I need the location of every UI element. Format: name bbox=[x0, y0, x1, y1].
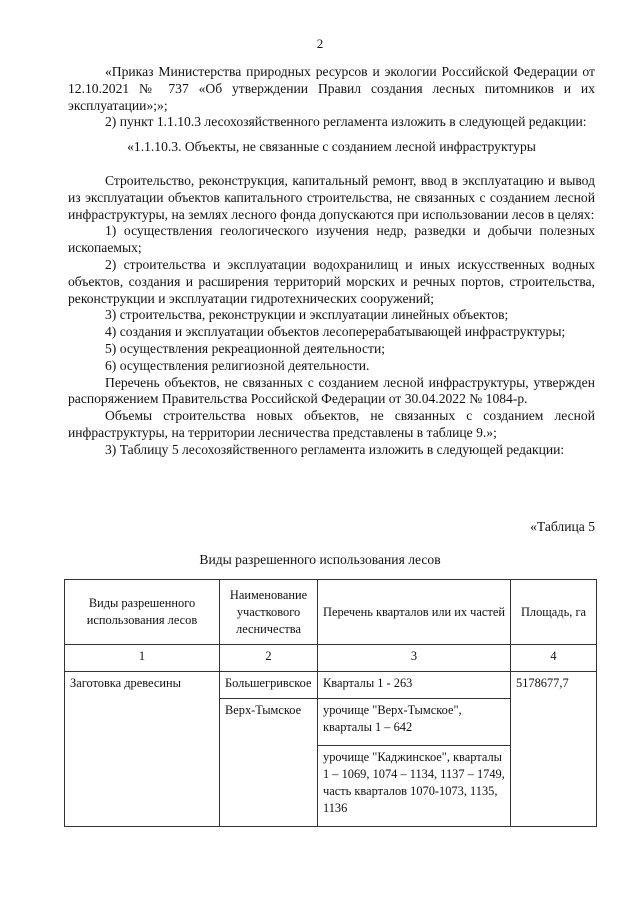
header-area: Площадь, га bbox=[511, 580, 597, 645]
list-item-4: 4) создания и эксплуатации объектов лесоперерабатывающей инфраструктуры; bbox=[105, 324, 566, 340]
header-use-type: Виды разрешенного использования лесов bbox=[65, 580, 220, 645]
cell-quarters: урочище "Каджинское", кварталы 1 – 1069, 1074 – 1134, 1137 – 1749, часть кварталов 1070-1073, 1135, 1136 bbox=[318, 746, 511, 827]
paragraph-intro: Строительство, реконструкция, капитальный ремонт, ввод в эксплуатацию и вывод из эксплуатации объектов капитального строительства, не связанных с созданием лесной инфраструктуры, на землях лесного фонда допускаются при использовании лесов в целях: bbox=[68, 172, 595, 222]
list-item-5: 5) осуществления рекреационной деятельности; bbox=[105, 340, 386, 356]
paragraph-item-2: 2) пункт 1.1.10.3 лесохозяйственного регламента изложить в следующей редакции: bbox=[105, 114, 587, 130]
forest-use-table bbox=[64, 579, 597, 827]
cell-quarters: урочище "Верх-Тымское", кварталы 1 – 642 bbox=[318, 699, 511, 746]
header-quarters: Перечень кварталов или их частей bbox=[318, 580, 511, 645]
document-body bbox=[68, 64, 595, 459]
page-number: 2 bbox=[316, 36, 324, 51]
column-number: 3 bbox=[318, 645, 511, 672]
table-title: Виды разрешенного использования лесов bbox=[199, 552, 441, 567]
cell-use-type: Заготовка древесины bbox=[65, 672, 220, 827]
column-number: 1 bbox=[65, 645, 220, 672]
list-item-3: 3) строительства, реконструкции и эксплуатации линейных объектов; bbox=[105, 307, 509, 323]
section-heading: «1.1.10.3. Объекты, не связанные с созданием лесной инфраструктуры bbox=[127, 139, 536, 155]
list-item-6: 6) осуществления религиозной деятельности. bbox=[105, 357, 370, 373]
cell-quarters: Кварталы 1 - 263 bbox=[318, 672, 511, 699]
cell-area: 5178677,7 bbox=[511, 672, 597, 827]
table-column-numbers-row bbox=[65, 645, 597, 672]
cell-forestry: Большегривское bbox=[220, 672, 318, 699]
paragraph-construction-volumes: Объемы строительства новых объектов, не связанных с созданием лесной инфраструктуры, на территории лесничества представлены в таблице 9.»; bbox=[68, 408, 595, 440]
list-item-2: 2) строительства и эксплуатации водохранилищ и иных искусственных водных объектов, создания и расширения территорий морских и речных портов, строительства, реконструкции и эксплуатации гидротехнических сооружений; bbox=[68, 256, 595, 306]
cell-forestry: Верх-Тымское bbox=[220, 699, 318, 827]
table-row bbox=[65, 672, 597, 699]
column-number: 4 bbox=[511, 645, 597, 672]
column-number: 2 bbox=[220, 645, 318, 672]
header-forestry: Наименование участкового лесничества bbox=[220, 580, 318, 645]
paragraph-item-3: 3) Таблицу 5 лесохозяйственного регламента изложить в следующей редакции: bbox=[105, 441, 565, 457]
list-item-1: 1) осуществления геологического изучения недр, разведки и добычи полезных ископаемых; bbox=[68, 223, 595, 256]
paragraph-order-reference: «Приказ Министерства природных ресурсов и экологии Российской Федерации от 12.10.2021 № 737 «Об утверждении Правил создания лесных питомников и их эксплуатации»;»; bbox=[68, 64, 595, 113]
table-header-row bbox=[65, 580, 597, 645]
paragraph-object-list: Перечень объектов, не связанных с созданием лесной инфраструктуры, утвержден распоряжением Правительства Российской Федерации от 30.04.2022 № 1084-р. bbox=[68, 374, 595, 407]
table-caption: «Таблица 5 bbox=[530, 519, 595, 534]
